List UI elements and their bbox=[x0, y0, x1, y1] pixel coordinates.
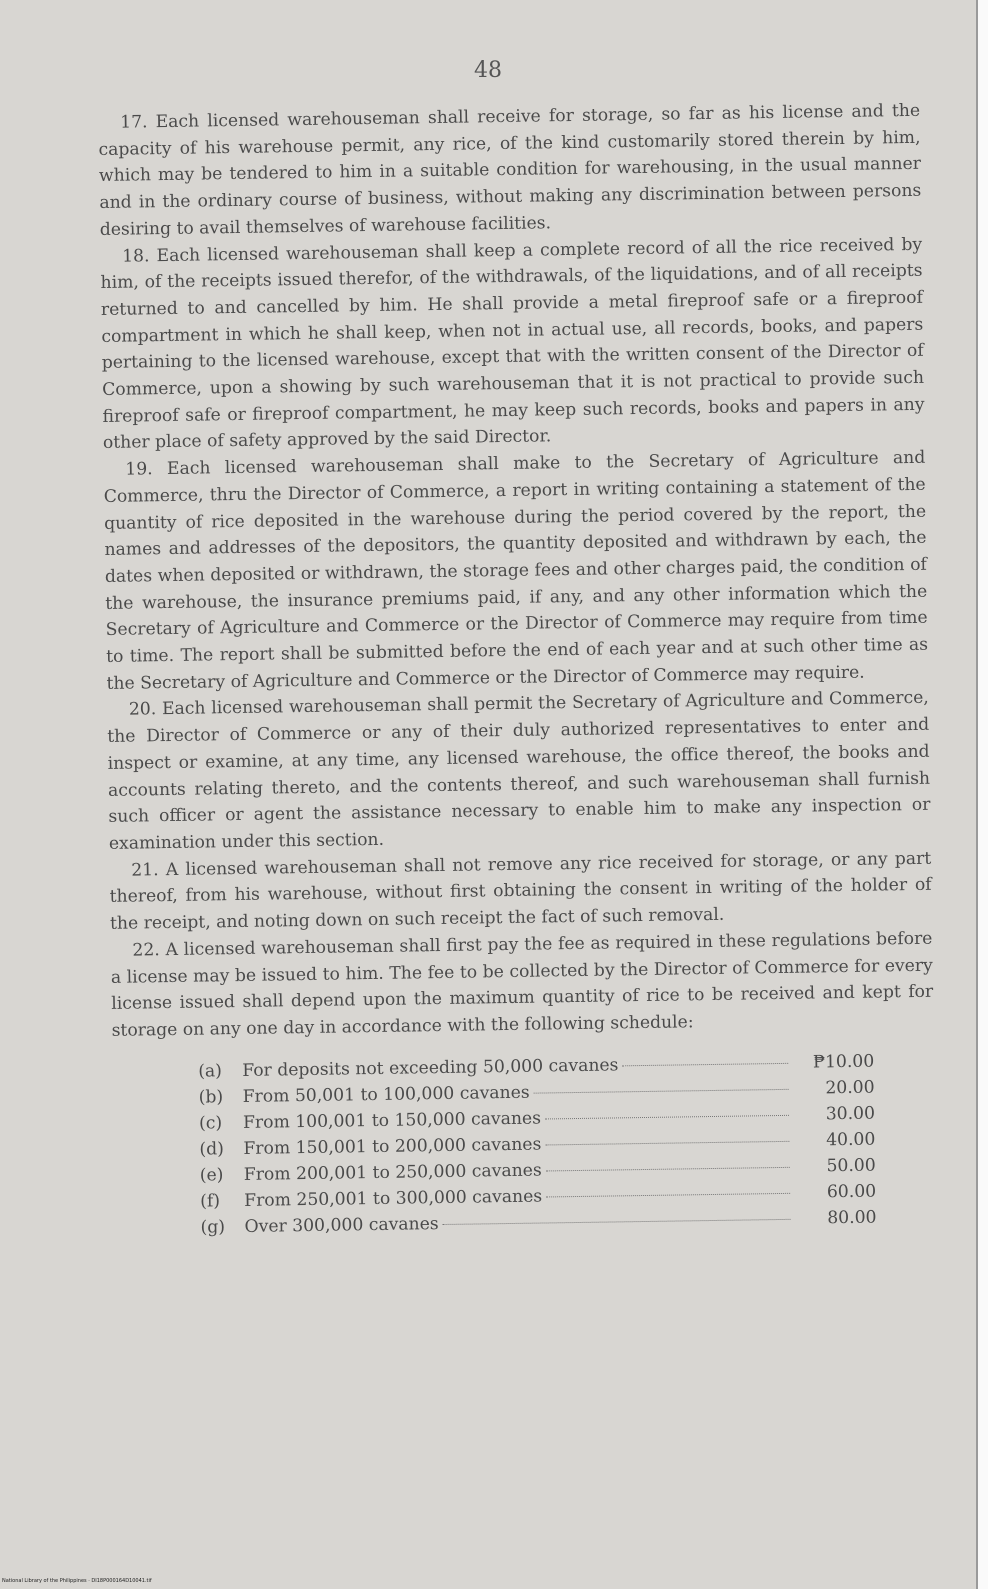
schedule-text: From 200,001 to 250,000 cavanes bbox=[243, 1160, 542, 1185]
leader-dots bbox=[545, 1114, 789, 1119]
scan-footer: National Library of the Philippines · DI18P000164D10041.tif bbox=[2, 1578, 152, 1584]
fee-schedule bbox=[198, 1051, 877, 1243]
schedule-amount: ₱10.00 bbox=[812, 1051, 875, 1073]
schedule-text: From 100,001 to 150,000 cavanes bbox=[242, 1108, 542, 1133]
schedule-text: From 50,001 to 100,000 cavanes bbox=[242, 1082, 530, 1107]
paragraph-17: 17. Each licensed warehouseman shall receive for storage, so far as his license and the capacity of his warehouse permit, any rice, of the kind customarily stored therein by him, which may be tendered to him in a suitable condition for warehousing, in the usual manner and in the ordinary course of business, without making any discrimination between persons desiring to avail themselves of warehouse facilities. bbox=[98, 100, 922, 240]
paragraph-21: 21. A licensed warehouseman shall not remove any rice received for storage, or any part thereof, from his warehouse, without first obtaining the consent in writing of the holder of the receipt, and noting down on such receipt the fact of such removal. bbox=[109, 848, 932, 935]
paragraph-19: 19. Each licensed warehouseman shall make to the Secretary of Agriculture and Commerce, thru the Director of Commerce, a report in writing containing a statement of the quantity of rice deposited in the warehouse during the period covered by the report, the names and addresses of the depositors, the quantity deposited and withdrawn by each, the dates when deposited or withdrawn, the storage fees and other charges paid, the condition of the warehouse, the insurance premiums paid, if any, and any other information which the Secretary of Agriculture and Commerce or the Director of Commerce may require from time to time. The report shall be submitted before the end of each year and at such other time as the Secretary of Agriculture and Commerce or the Director of Commerce may require. bbox=[103, 447, 929, 694]
schedule-text: From 250,001 to 300,000 cavanes bbox=[244, 1186, 543, 1211]
document-body bbox=[98, 98, 937, 1245]
schedule-letter: (d) bbox=[199, 1138, 224, 1160]
leader-dots bbox=[545, 1140, 789, 1145]
scan-edge bbox=[976, 0, 988, 1589]
page-number: 48 bbox=[474, 58, 502, 83]
leader-dots bbox=[622, 1062, 788, 1065]
schedule-letter: (a) bbox=[198, 1060, 223, 1082]
leader-dots bbox=[546, 1192, 790, 1197]
schedule-text: For deposits not exceeding 50,000 cavanes bbox=[242, 1054, 619, 1081]
paragraph-20: 20. Each licensed warehouseman shall permit the Secretary of Agriculture and Commerce, the Director of Commerce or any of their duly authorized representatives to enter and inspect or examine, at any time, any licensed warehouse, the office thereof, the books and accounts relating thereto, and the contents thereof, and such warehouseman shall furnish such officer or agent the assistance necessary to enable him to make any inspection or examination under this section. bbox=[107, 688, 931, 854]
schedule-letter: (g) bbox=[200, 1216, 226, 1238]
leader-dots bbox=[546, 1166, 790, 1171]
schedule-letter: (c) bbox=[198, 1112, 223, 1134]
schedule-amount: 60.00 bbox=[826, 1181, 877, 1202]
leader-dots bbox=[534, 1088, 789, 1093]
paragraph-22: 22. A licensed warehouseman shall first pay the fee as required in these regulations before a license may be issued to him. The fee to be collected by the Director of Commerce for every license issued shall depend upon the maximum quantity of rice to be received and kept for storage on any one day in accordance with the following schedule: bbox=[110, 928, 934, 1041]
schedule-text: From 150,001 to 200,000 cavanes bbox=[243, 1134, 542, 1159]
schedule-letter: (b) bbox=[198, 1086, 224, 1108]
schedule-amount: 20.00 bbox=[825, 1077, 875, 1098]
schedule-amount: 40.00 bbox=[825, 1129, 876, 1150]
leader-dots bbox=[443, 1218, 791, 1224]
schedule-amount: 50.00 bbox=[826, 1155, 876, 1176]
schedule-amount: 30.00 bbox=[825, 1103, 876, 1124]
schedule-letter: (e) bbox=[199, 1164, 224, 1186]
schedule-letter: (f) bbox=[200, 1190, 221, 1212]
schedule-amount: 80.00 bbox=[827, 1207, 877, 1228]
schedule-text: Over 300,000 cavanes bbox=[244, 1213, 439, 1237]
paragraph-18: 18. Each licensed warehouseman shall keep a complete record of all the rice received by him, of the receipts issued therefor, of the withdrawals, of the liquidations, and of all receipts returned to and cancelled by him. He shall provide a metal fireproof safe or a fireproof compartment in which he shall keep, when not in actual use, all records, books, and papers pertaining to the licensed warehouse, except that with the written consent of the Director of Commerce, upon a showing by such warehouseman that it is not practical to provide such fireproof safe or fireproof compartment, he may keep such records, books and papers in any other place of safety approved by the said Director. bbox=[100, 234, 925, 454]
